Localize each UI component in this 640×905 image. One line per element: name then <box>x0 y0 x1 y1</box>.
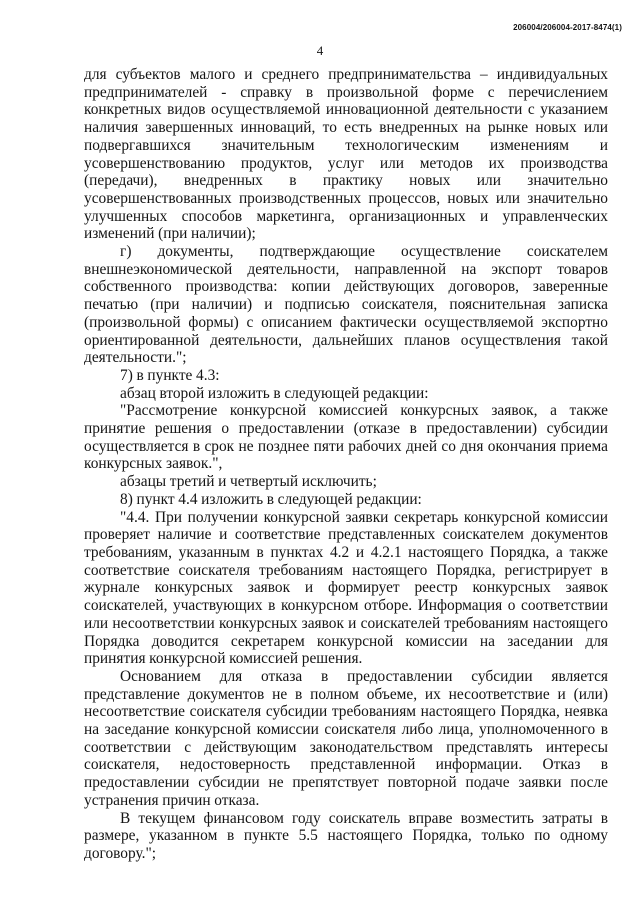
paragraph-quote-4-3: "Рассмотрение конкурсной комиссией конкурсных заявок, а также принятие решения о предоставлении (отказе в предоставлении) субсидии осуществляется в срок не позднее пяти рабочих дней со дня окончания приема конкурсных заявок.", <box>84 402 608 473</box>
document-body <box>84 66 608 863</box>
paragraph-abzac-second: абзац второй изложить в следующей редакции: <box>120 384 429 402</box>
paragraph-quote-4-4: "4.4. При получении конкурсной заявки секретарь конкурсной комиссии проверяет наличие и соответствие представленных соискателем документов требованиям, указанным в пунктах 4.2 и 4.2.1 настоящего Порядка, а также соответствие соискателя требованиям настоящего Порядка, регистрирует в журнале конкурсных заявок и формирует реестр конкурсных заявок соискателей, участвующих в конкурсном отборе. Информация о соответствии или несоответствии конкурсных заявок и соискателей требованиям настоящего Порядка доводится секретарем конкурсной комиссии на заседании для принятия конкурсной комиссией решения. <box>84 508 608 668</box>
paragraph-item-8-heading: 8) пункт 4.4 изложить в следующей редакции: <box>120 490 422 508</box>
paragraph-refusal-grounds: Основанием для отказа в предоставлении субсидии является представление документов не в полном объеме, их несоответствие и (или) несоответствие соискателя субсидии требованиям настоящего Порядка, неявка на заседание конкурсной комиссии соискателя либо лица, уполномоченного в соответствии с действующим законодательством представлять интересы соискателя, недостоверность представленной информации. Отказ в предоставлении субсидии не препятствует повторной подаче заявки после устранения причин отказа. <box>84 667 608 809</box>
page-number: 4 <box>316 43 324 58</box>
paragraph-current-year-reimbursement: В текущем финансовом году соискатель вправе возместить затраты в размере, указанном в пункте 5.5 настоящего Порядка, только по одному договору."; <box>84 809 608 862</box>
paragraph-exclude-abzacs: абзацы третий и четвертый исключить; <box>120 473 377 491</box>
paragraph-item-g-export-documents: г) документы, подтверждающие осуществление соискателем внешнеэкономической деятельности, направленной на экспорт товаров собственного производства: копии действующих договоров, заверенные печатью (при наличии) и подписью соискателя, пояснительная записка (произвольной формы) с описанием фактически осуществляемой экспортно ориентированной деятельности, дальнейших планов осуществления такой деятельности."; <box>84 243 608 367</box>
paragraph-item-7-heading: 7) в пункте 4.3: <box>120 366 220 384</box>
document-id: 206004/206004-2017-8474(1) <box>513 23 622 32</box>
paragraph-small-business-certificate: для субъектов малого и среднего предпринимательства – индивидуальных предпринимателей - справку в произвольной форме с перечислением конкретных видов осуществляемой инновационной деятельности с указанием наличия завершенных инноваций, то есть внедренных на рынке новых или подвергавшихся значительным технологическим изменениям и усовершенствованию продуктов, услуг или методов их производства (передачи), внедренных в практику новых или значительно усовершенствованных производственных процессов, новых или значительно улучшенных способов маркетинга, организационных и управленческих изменений (при наличии); <box>84 66 608 243</box>
